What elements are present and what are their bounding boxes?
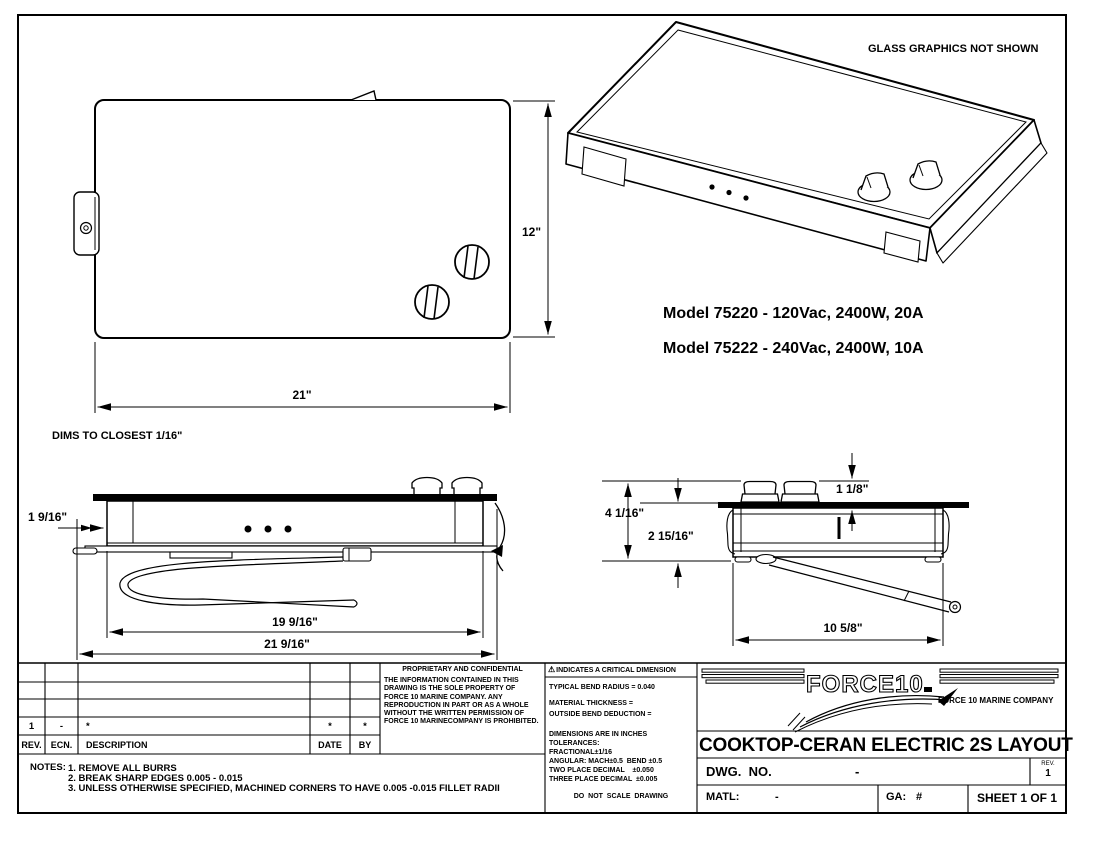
rev-row-ecn: - [59,721,64,732]
rev-header-date: DATE [318,740,342,750]
critical-dimension-note [548,666,676,674]
warning-triangle-icon: ⚠ [548,665,556,674]
top-view [74,91,555,413]
sheet-number: SHEET 1 OF 1 [976,791,1058,805]
no-scale-note: DO NOT SCALE DRAWING [573,793,669,800]
proprietary-title: PROPRIETARY AND CONFIDENTIAL [402,666,523,673]
matl-label: MATL: [706,791,740,803]
dwg-no-label: DWG. NO. [706,764,772,779]
drawing-title: COOKTOP-CERAN ELECTRIC 2S LAYOUT [699,735,1073,756]
rev-row-description: * [86,721,90,732]
rev-header-rev: REV. [21,740,42,750]
matl-value: - [775,791,779,803]
dims-accuracy-note: DIMS TO CLOSEST 1/16" [52,430,183,442]
dim-label-overhang: 1 9/16" [28,510,68,524]
rev-box-label: REV. [1041,761,1055,767]
dim-label-overall-width: 21 9/16" [264,637,310,651]
three-place-tolerance: THREE PLACE DECIMAL ±0.005 [549,776,658,783]
rev-header-by: BY [358,740,372,750]
tolerances-label: TOLERANCES: [549,740,600,747]
rev-row-rev: 1 [28,721,35,732]
company-name: FORCE 10 MARINE COMPANY [938,696,1054,705]
proprietary-body: THE INFORMATION CONTAINED IN THIS DRAWING IS THE SOLE PROPERTY OF FORCE 10 MARINE COMPANY. ANY REPRODUCTION IN PART OR AS A WHOLE WITHOUT THE WRITTEN PERMISSION OF FORCE 10 MARINECOMPANY IS PROHIBITED. [384,677,539,726]
ga-label: GA: [886,791,907,803]
bend-radius-note: TYPICAL BEND RADIUS = 0.040 [549,684,655,691]
dim-label-knob-height: 1 1/8" [836,482,869,496]
bend-deduction-note: OUTSIDE BEND DEDUCTION = [549,711,652,718]
material-thickness-note: MATERIAL THICKNESS = [549,700,633,707]
rev-header-ecn: ECN. [50,740,73,750]
units-note: DIMENSIONS ARE IN INCHES [549,731,648,738]
rev-row-date: * [328,721,332,732]
angular-tolerance: ANGULAR: MACH±0.5 BEND ±0.5 [549,758,663,765]
model-line-2: Model 75222 - 240Vac, 2400W, 10A [663,340,924,357]
end-view [602,453,969,646]
dim-label-below-counter: 2 15/16" [648,529,694,543]
fractional-tolerance: FRACTIONAL±1/16 [549,749,612,756]
dim-label-width: 21" [292,388,312,402]
notes-label: NOTES: [30,762,66,773]
model-line-1: Model 75220 - 120Vac, 2400W, 20A [663,305,924,322]
note-item-1: 1. REMOVE ALL BURRS [68,763,177,774]
dim-label-overall-height: 4 1/16" [605,506,645,520]
dwg-no-value: - [855,764,860,779]
dim-label-end-body-width: 10 5/8" [823,621,863,635]
dim-label-body-width: 19 9/16" [272,615,318,629]
isometric-view [566,22,1047,263]
glass-graphics-note: GLASS GRAPHICS NOT SHOWN [868,43,1039,55]
rev-header-description: DESCRIPTION [86,740,148,750]
dim-label-depth: 12" [522,225,542,239]
critical-dimension-label: INDICATES A CRITICAL DIMENSION [556,667,676,674]
two-place-tolerance: TWO PLACE DECIMAL ±0.050 [549,767,654,774]
side-view [58,478,505,661]
logo-wordmark: FORCE10 [806,671,924,698]
note-item-3: 3. UNLESS OTHERWISE SPECIFIED, MACHINED CORNERS TO HAVE 0.005 -0.015 FILLET RADII [68,783,500,794]
note-item-2: 2. BREAK SHARP EDGES 0.005 - 0.015 [68,773,243,784]
rev-box-value: 1 [1045,768,1051,779]
rev-row-by: * [363,721,367,732]
ga-value: # [916,791,923,803]
